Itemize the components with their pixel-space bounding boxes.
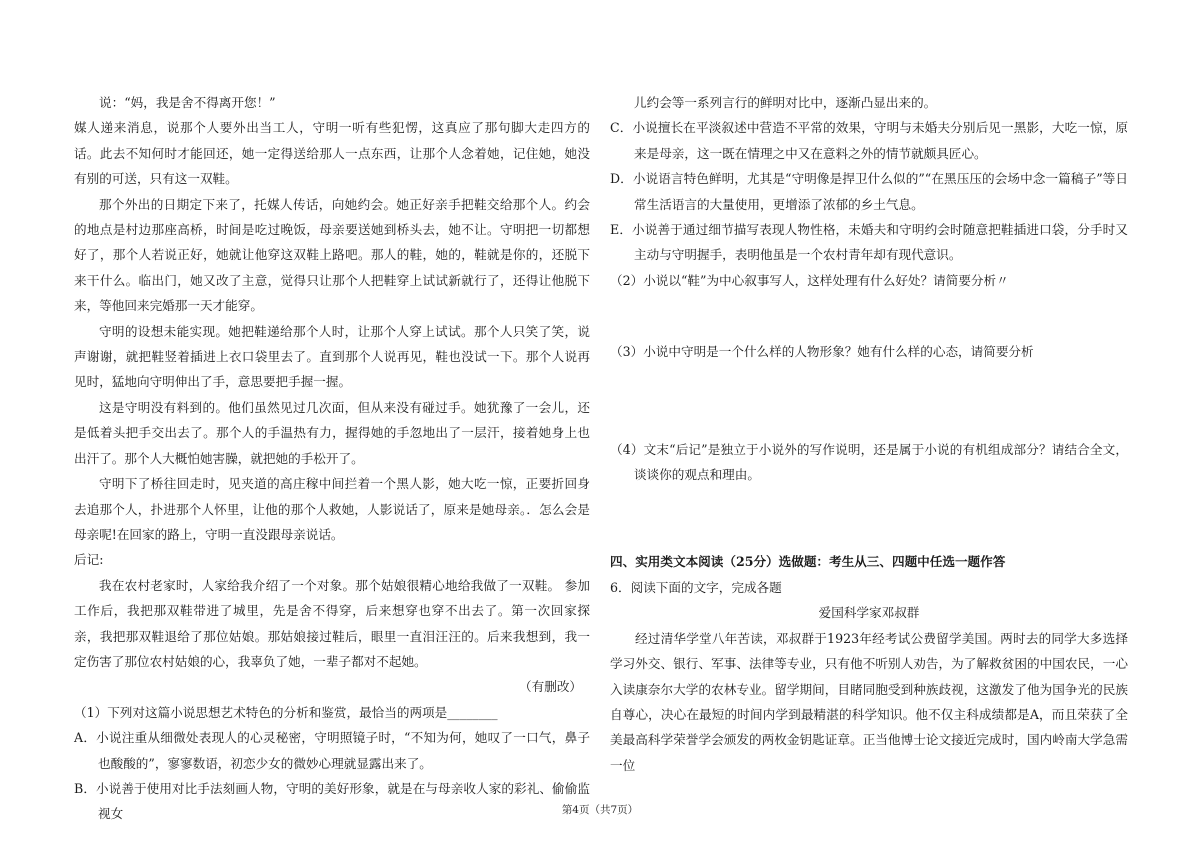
question-6-instruction: 6．阅读下面的文字，完成各题 — [610, 579, 782, 595]
section-heading: 四、实用类文本阅读（25分）选做题：考生从三、四题中任选一题作答 — [610, 554, 1006, 570]
answer-space-q4 — [610, 487, 1128, 549]
left-column — [74, 90, 590, 827]
question-4: （4）文末“后记”是独立于小说外的写作说明，还是属于小说的有机组成部分？请结合全文，谈谈你的观点和理由。 — [610, 441, 1128, 483]
answer-space-q2 — [610, 293, 1128, 339]
article-body: 经过清华学堂八年苦读，邓叔群于1923年经考试公费留学美国。两时去的同学大多选择学习外交、银行、军事、法律等专业，只有他不听别人劝告，为了解救贫困的中国农民，一心入读康奈尔大学的农林专业。留学期间，目睹同胞受到种族歧视，这激发了他为国争光的民族自尊心，决心在最短的时间内学到最精湛的科学知识。他不仅主科成绩都是A，而且荣获了全美最高科学荣誉学会颁发的两枚金钥匙证章。正当他博士论文接近完成时，国内岭南大学急需一位 — [610, 630, 1128, 773]
answer-space-q3 — [610, 365, 1128, 437]
afterword-label: 后记: — [74, 552, 104, 568]
article-title: 爱国科学家邓叔群 — [818, 605, 920, 621]
question-1-option-b: B．小说善于使用对比手法刻画人物，守明的美好形象，就是在与母亲收人家的彩礼、偷偷监视女 — [74, 780, 590, 822]
story-paragraph-3: 那个外出的日期定下来了，托媒人传话，向她约会。她正好亲手把鞋交给那个人。约会的地点是村边那座高桥，时间是吃过晚饭，母亲要送她到桥头去，她不让。守明把一切都想好了，那个人若说正好，她就让他穿这双鞋上路吧。那人的鞋，她的，鞋就是你的，还脱下来干什么。临出门，她又改了主意，觉得只让那个人把鞋穿上试试新就行了，还得让他脱下来，等他回来完婚那一天才能穿。 — [74, 196, 590, 314]
question-1-option-e: E．小说善于通过细节描写表现人物性格，未婚夫和守明约会时随意把鞋插进口袋，分手时又主动与守明握手，表明他虽是一个农村青年却有现代意识。 — [610, 222, 1128, 263]
page-footer: 第4页（共7页） — [561, 804, 639, 816]
right-column — [610, 90, 1128, 778]
story-paragraph-6: 守明下了桥往回走时，见夹道的高庄稼中间拦着一个黑人影，她大吃一惊，正要折回身去追那个人，扑进那个人怀里，让他的那个人救她，人影说话了，原来是她母亲。．怎么会是母亲呢!在回家的路上，守明一直没跟母亲说话。 — [74, 476, 590, 542]
source-note: （有删改） — [519, 679, 582, 695]
question-1-option-c: C．小说擅长在平淡叙述中营造不平常的效果，守明与未婚夫分别后见一黑影，大吃一惊，原来是母亲，这一既在情理之中又在意料之外的情节就颇具匠心。 — [610, 120, 1128, 161]
question-3: （3）小说中守明是一个什么样的人物形象？她有什么样的心态，请简要分析 — [610, 344, 1034, 360]
question-1-option-a: A．小说注重从细微处表现人的心灵秘密，守明照镜子时，“不知为何，她叹了一口气，鼻子也酸酸的”，寥寥数语，初恋少女的微妙心理就显露出来了。 — [74, 730, 590, 771]
question-1-stem: （1）下列对这篇小说思想艺术特色的分析和鉴赏，最恰当的两项是________ — [74, 704, 498, 720]
option-b-continuation: 儿约会等一系列言行的鲜明对比中，逐渐凸显出来的。 — [634, 95, 937, 110]
question-2: （2）小说以“鞋”为中心叙事写人，这样处理有什么好处？请简要分析〃 — [610, 272, 1009, 288]
story-paragraph-5: 这是守明没有料到的。他们虽然见过几次面，但从来没有碰过手。她犹豫了一会儿，还是低着头把手交出去了。那个人的手温热有力，握得她的手忽地出了一层汗，接着她身上也出汗了。那个人大概怕她害臊，就把她的手松开了。 — [74, 399, 590, 466]
story-paragraph-1: 说：“妈，我是舍不得离开您！” — [99, 95, 276, 110]
afterword-text: 我在农村老家时，人家给我介绍了一个对象。那个姑娘很精心地给我做了一双鞋。 参加工作后，我把那双鞋带进了城里，先是舍不得穿，后来想穿也穿不出去了。第一次回家探亲，我把那双鞋退给了那位姑娘。那姑娘接过鞋后，眼里一直泪汪汪的。后来我想到，我一定伤害了那位农村姑娘的心，我辜负了她，一辈子都对不起她。 — [74, 577, 590, 669]
story-paragraph-2: 媒人递来消息，说那个人要外出当工人，守明一听有些犯愣，这真应了那句脚大走四方的话。此去不知何时才能回还，她一定得送给那人一点东西，让那个人念着她，记住她，她没有别的可送，只有这一双鞋。 — [74, 120, 590, 187]
question-1-option-d: D．小说语言特色鲜明，尤其是“守明像是捍卫什么似的”“在黑压压的会场中念一篇稿子”等日常生活语言的大量使用，更增添了浓郁的乡土气息。 — [610, 171, 1128, 212]
story-paragraph-4: 守明的设想未能实现。她把鞋递给那个人时，让那个人穿上试试。那个人只笑了笑，说声谢谢，就把鞋竖着插进上衣口袋里去了。直到那个人说再见，鞋也没试一下。那个人说再见时，猛地向守明伸出了手，意思要把手握一握。 — [74, 323, 590, 390]
